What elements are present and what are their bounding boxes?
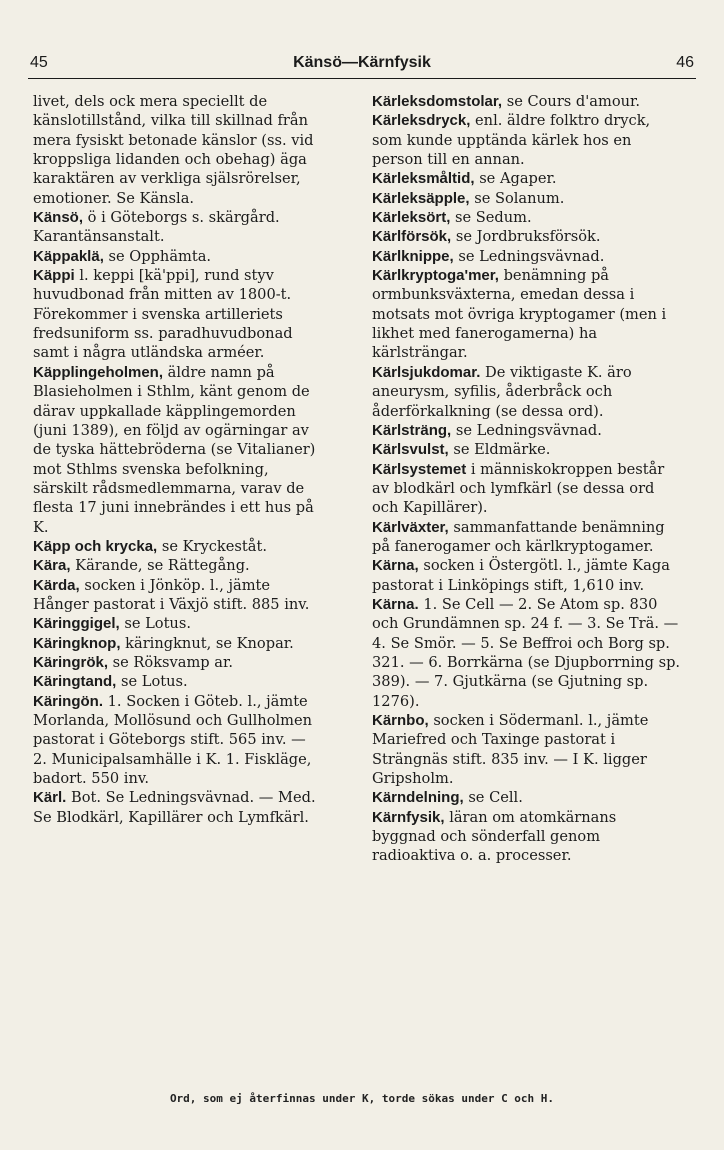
headword: Käringtand,	[33, 673, 117, 691]
entry-text: socken i Jönköp. l., jämte Hånger pastorat i Växjö stift. 885 inv.	[33, 576, 310, 613]
entry-text: se Sedum.	[455, 209, 532, 227]
entry-text: läran om atomkärnans byggnad och sönderfall genom radioaktiva o. a. processer.	[372, 808, 617, 865]
page-header	[28, 52, 696, 79]
entry	[33, 208, 323, 247]
headword: Kärleksdomstolar,	[372, 93, 503, 110]
entry	[372, 788, 682, 807]
left-column	[33, 92, 323, 827]
entry	[372, 169, 682, 188]
entry	[372, 227, 682, 246]
headword: Kärleksört,	[372, 209, 451, 227]
entry-text: se Kryckeståt.	[161, 537, 267, 555]
right-column	[372, 92, 682, 866]
entry	[372, 266, 682, 363]
headword: Kärna.	[372, 595, 419, 613]
entry-text: enl. äldre folktro dryck, som kunde upptända kärlek hos en person till en annan.	[372, 112, 651, 169]
entry	[33, 92, 323, 208]
headword: Kärlsträng,	[372, 421, 452, 439]
headword: Käringknop,	[33, 634, 121, 652]
entry-text: ö i Göteborgs s. skärgård. Karantänsanstalt.	[33, 209, 280, 246]
entry	[372, 208, 682, 227]
entry	[372, 92, 682, 111]
headword: Känsö,	[33, 209, 84, 227]
entry-text: Bot. Se Ledningsvävnad. — Med. Se Blodkärl, Kapillärer och Lymfkärl.	[33, 789, 316, 826]
headword: Käpplingeholmen,	[33, 363, 164, 381]
entry-text: benämning på ormbunksväxterna, emedan dessa i motsats mot övriga kryptogamer (men i likhet med fanerogamerna) ha kärlsträngar.	[372, 267, 667, 362]
entry-text: käringknut, se Knopar.	[125, 634, 294, 652]
headword: Kärlkryptoga'mer,	[372, 267, 499, 285]
entry	[33, 672, 323, 691]
headword: Kärlförsök,	[372, 228, 452, 246]
entry	[33, 556, 323, 575]
entry	[33, 266, 323, 363]
entry-text: De viktigaste K. äro aneurysm, syfilis, åderbråck och åderförkalkning (se dessa ord).	[372, 363, 632, 420]
entry-text: i människokroppen består av blodkärl och lymfkärl (se dessa ord och Kapillärer).	[372, 460, 665, 517]
entry-text: 1. Se Cell — 2. Se Atom sp. 830 och Grundämnen sp. 24 f. — 3. Se Trä. — 4. Se Smör. — 5. Se Beffroi och Borg sp. 321. — 6. Borrkärna (se Djupborrning sp. 389). — 7. Gjutkärna (se Gjutning sp. 1276).	[372, 595, 681, 710]
entry	[33, 692, 323, 789]
headword: Käringgigel,	[33, 615, 120, 633]
entry	[33, 653, 323, 672]
page-number-left: 45	[30, 54, 48, 71]
running-title: Känsö—Kärnfysik	[293, 54, 431, 71]
headword: Kärnbo,	[372, 712, 429, 729]
entry-text: se Röksvamp ar.	[112, 653, 234, 671]
entry	[372, 111, 682, 169]
entry-text: se Lotus.	[120, 673, 188, 691]
entry-text: se Opphämta.	[108, 247, 212, 265]
entry	[33, 537, 323, 556]
headword: Kärnfysik,	[372, 808, 445, 826]
entry	[372, 440, 682, 459]
page-number-right: 46	[676, 54, 694, 71]
entry-text: se Eldmärke.	[453, 441, 551, 459]
headword: Kärl.	[33, 789, 67, 807]
entry	[372, 711, 682, 788]
headword: Kärna,	[372, 557, 419, 575]
entry-text: äldre namn på Blasieholmen i Sthlm, känt genom de därav uppkallade käpplingemorden (juni 1389), en följd av ogärningar av de tyska hättebröderna (se Vitalianer) mot Sthlms svenska befolkning, särskilt rådsmedlemmarna, varav de flesta 17 juni innebrändes i ett hus på K.	[33, 363, 316, 536]
entry-text: l. keppi [kä'ppi], rund styv huvudbonad från mitten av 1800-t. Förekommer i svenska artilleriets fredsuniform ss. paradhuvudbonad samt i några utländska arméer.	[33, 267, 293, 362]
headword: Käppaklä,	[33, 247, 104, 265]
entry-text: se Solanum.	[474, 189, 565, 207]
headword: Käringrök,	[33, 653, 109, 671]
entry-text: se Agaper.	[479, 170, 557, 188]
headword: Kärlsvulst,	[372, 441, 449, 459]
entry	[372, 247, 682, 266]
entry	[33, 247, 323, 266]
headword: Kärlsjukdomar.	[372, 363, 481, 381]
entry	[372, 518, 682, 557]
entry-text: se Jordbruksförsök.	[455, 228, 601, 246]
entry	[372, 808, 682, 866]
headword: Kärleksdryck,	[372, 112, 471, 130]
headword: Käppi	[33, 267, 75, 285]
entry	[372, 189, 682, 208]
headword: Kärleksäpple,	[372, 189, 470, 207]
entry	[372, 363, 682, 421]
entry	[372, 595, 682, 711]
headword: Kärlsystemet	[372, 460, 467, 478]
headword: Kärlknippe,	[372, 247, 454, 265]
entry-text: Kärande, se Rättegång.	[75, 557, 250, 575]
footer-note: Ord, som ej återfinnas under K, torde sökas under C och H.	[169, 1092, 555, 1105]
headword: Kära,	[33, 557, 71, 575]
entry-text: se Cours d'amour.	[506, 93, 641, 110]
entry-text: livet, dels ock mera speciellt de känslotillstånd, vilka till skillnad från mera fysiskt betonade känslor (ss. vid kroppsliga lidanden och obehag) äga karaktären av verkliga själsrörelser, emotioner. Se Känsla.	[33, 93, 314, 207]
entry-text: se Lotus.	[124, 615, 191, 633]
entry-text: socken i Södermanl. l., jämte Mariefred och Taxinge pastorat i Strängnäs stift. 835 inv. — I K. ligger Gripsholm.	[372, 712, 649, 788]
headword: Kärleksmåltid,	[372, 170, 475, 188]
entry	[33, 576, 323, 615]
entry-text: se Cell.	[468, 789, 523, 807]
entry-text: sammanfattande benämning på fanerogamer och kärlkryptogamer.	[372, 518, 665, 555]
headword: Kärlväxter,	[372, 518, 449, 536]
entry-text: se Ledningsvävnad.	[455, 421, 602, 439]
entry-text: se Ledningsvävnad.	[458, 247, 605, 265]
headword: Käpp och krycka,	[33, 537, 158, 555]
headword: Käringön.	[33, 692, 103, 710]
headword: Kärndelning,	[372, 789, 464, 807]
entry	[372, 421, 682, 440]
headword: Kärda,	[33, 576, 80, 594]
entry	[33, 363, 323, 537]
entry-text: 1. Socken i Göteb. l., jämte Morlanda, Mollösund och Gullholmen pastorat i Göteborgs stift. 565 inv. — 2. Municipalsamhälle i K. 1. Fiskläge, badort. 550 inv.	[33, 692, 313, 788]
entry-text: socken i Östergötl. l., jämte Kaga pastorat i Linköpings stift, 1,610 inv.	[372, 557, 670, 594]
entry	[372, 460, 682, 518]
entry	[33, 634, 323, 653]
entry	[33, 614, 323, 633]
entry	[372, 556, 682, 595]
entry	[33, 788, 323, 827]
